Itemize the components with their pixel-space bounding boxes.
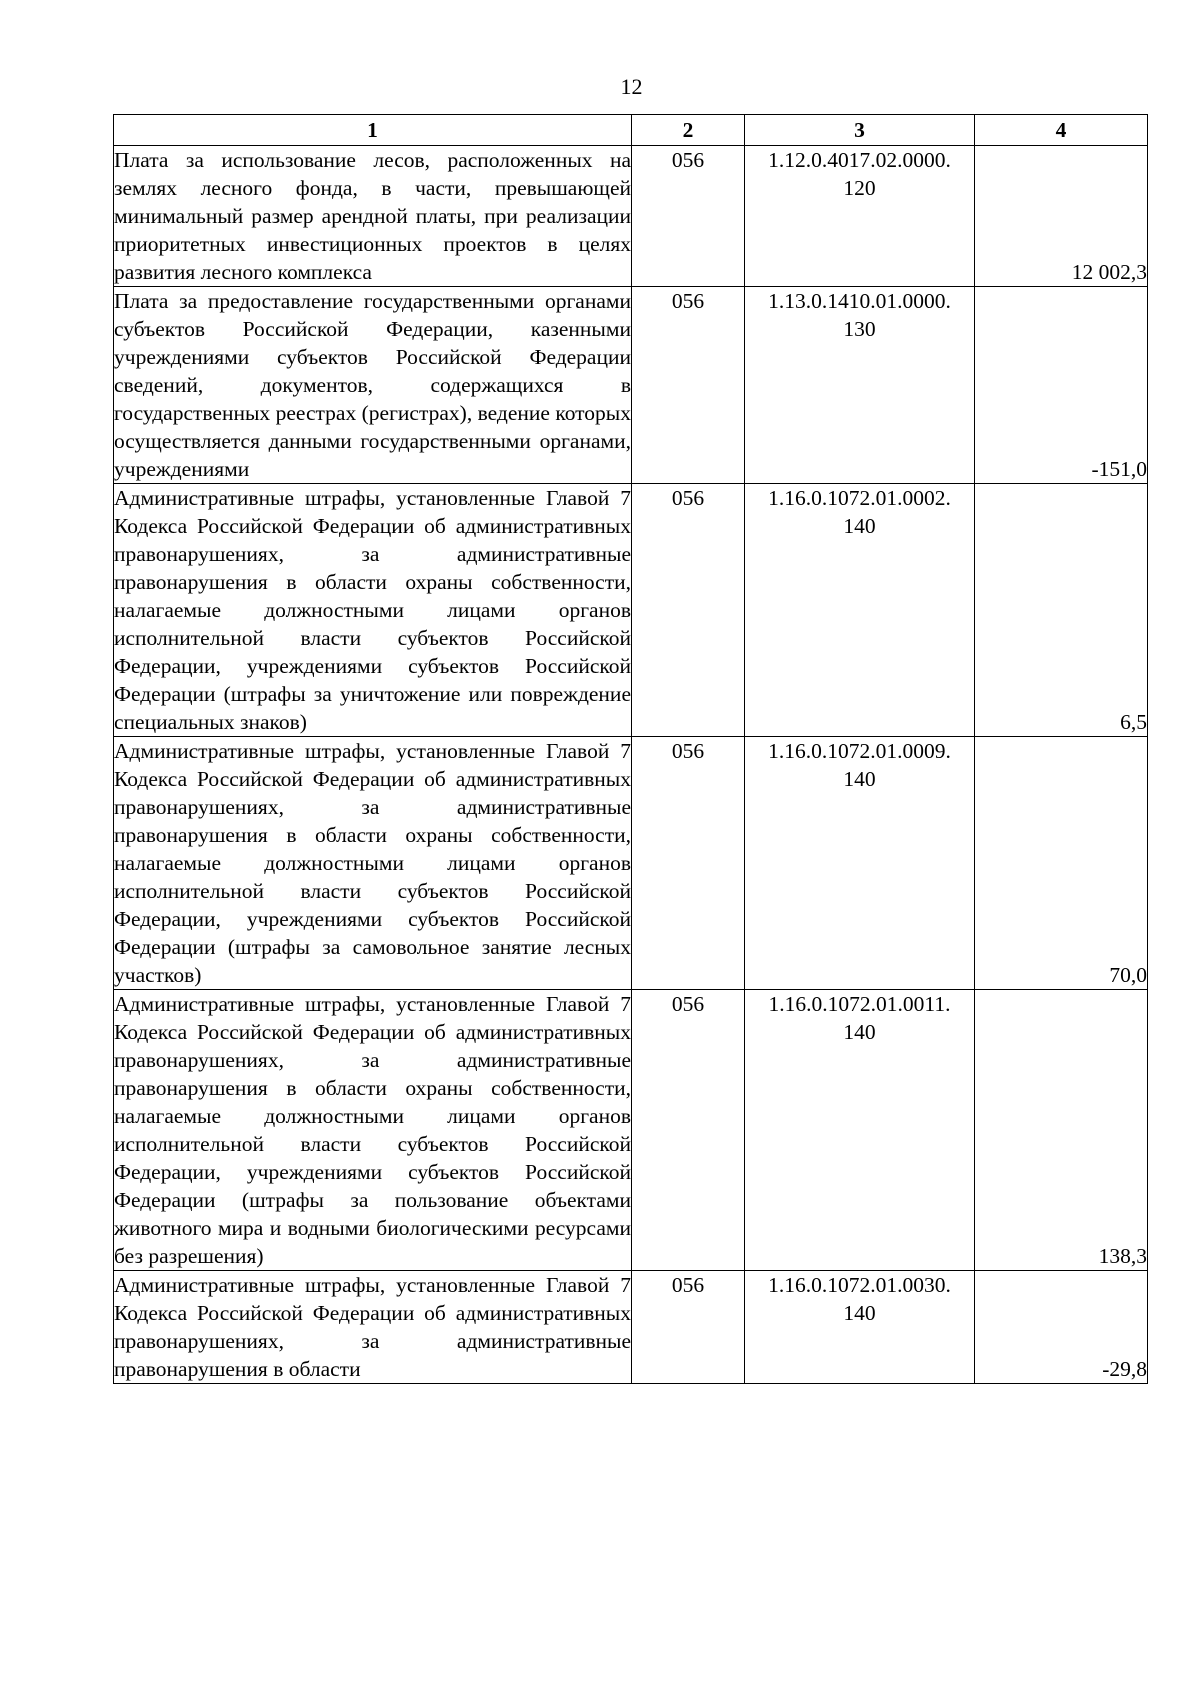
amount-value: 6,5	[975, 484, 1148, 737]
table-row	[114, 737, 1148, 990]
table-header-row	[114, 115, 1148, 146]
column-header-4: 4	[975, 115, 1148, 146]
revenue-description: Административные штрафы, установленные Главой 7 Кодекса Российской Федерации об административных правонарушениях, за административные правонарушения в области	[114, 1271, 632, 1384]
kbk-line-2: 120	[843, 176, 876, 200]
administrator-code: 056	[632, 990, 745, 1271]
kbk-line-2: 130	[843, 317, 876, 341]
table-row	[114, 484, 1148, 737]
table-row	[114, 287, 1148, 484]
table-row	[114, 146, 1148, 287]
administrator-code: 056	[632, 484, 745, 737]
budget-classification-code	[745, 146, 975, 287]
revenue-table	[113, 114, 1148, 1384]
revenue-description: Плата за предоставление государственными органами субъектов Российской Федерации, казенными учреждениями субъектов Российской Федерации сведений, документов, содержащихся в государственных реестрах (регистрах), ведение которых осуществляется данными государственными органами, учреждениями	[114, 287, 632, 484]
administrator-code: 056	[632, 287, 745, 484]
kbk-line-2: 140	[843, 514, 876, 538]
kbk-line-2: 140	[843, 767, 876, 791]
kbk-line-1: 1.16.0.1072.01.0030.	[768, 1273, 951, 1297]
table-row	[114, 990, 1148, 1271]
administrator-code: 056	[632, 737, 745, 990]
column-header-1: 1	[114, 115, 632, 146]
kbk-line-1: 1.16.0.1072.01.0009.	[768, 739, 951, 763]
kbk-line-1: 1.16.0.1072.01.0011.	[768, 992, 951, 1016]
administrator-code: 056	[632, 146, 745, 287]
revenue-description: Плата за использование лесов, расположенных на землях лесного фонда, в части, превышающей минимальный размер арендной платы, при реализации приоритетных инвестиционных проектов в целях развития лесного комплекса	[114, 146, 632, 287]
amount-value: -151,0	[975, 287, 1148, 484]
budget-classification-code	[745, 287, 975, 484]
budget-classification-code	[745, 737, 975, 990]
kbk-line-1: 1.12.0.4017.02.0000.	[768, 148, 951, 172]
table-row	[114, 1271, 1148, 1384]
budget-classification-code	[745, 1271, 975, 1384]
administrator-code: 056	[632, 1271, 745, 1384]
kbk-line-1: 1.13.0.1410.01.0000.	[768, 289, 951, 313]
page-number: 12	[620, 74, 643, 99]
amount-value: 12 002,3	[975, 146, 1148, 287]
column-header-3: 3	[745, 115, 975, 146]
revenue-description: Административные штрафы, установленные Главой 7 Кодекса Российской Федерации об административных правонарушениях, за административные правонарушения в области охраны собственности, налагаемые должностными лицами органов исполнительной власти субъектов Российской Федерации, учреждениями субъектов Российской Федерации (штрафы за уничтожение или повреждение специальных знаков)	[114, 484, 632, 737]
kbk-line-1: 1.16.0.1072.01.0002.	[768, 486, 951, 510]
kbk-line-2: 140	[843, 1020, 876, 1044]
revenue-description: Административные штрафы, установленные Главой 7 Кодекса Российской Федерации об административных правонарушениях, за административные правонарушения в области охраны собственности, налагаемые должностными лицами органов исполнительной власти субъектов Российской Федерации, учреждениями субъектов Российской Федерации (штрафы за самовольное занятие лесных участков)	[114, 737, 632, 990]
column-header-2: 2	[632, 115, 745, 146]
kbk-line-2: 140	[843, 1301, 876, 1325]
budget-classification-code	[745, 484, 975, 737]
amount-value: 70,0	[975, 737, 1148, 990]
amount-value: 138,3	[975, 990, 1148, 1271]
budget-classification-code	[745, 990, 975, 1271]
revenue-description: Административные штрафы, установленные Главой 7 Кодекса Российской Федерации об административных правонарушениях, за административные правонарушения в области охраны собственности, налагаемые должностными лицами органов исполнительной власти субъектов Российской Федерации, учреждениями субъектов Российской Федерации (штрафы за пользование объектами животного мира и водными биологическими ресурсами без разрешения)	[114, 990, 632, 1271]
amount-value: -29,8	[975, 1271, 1148, 1384]
